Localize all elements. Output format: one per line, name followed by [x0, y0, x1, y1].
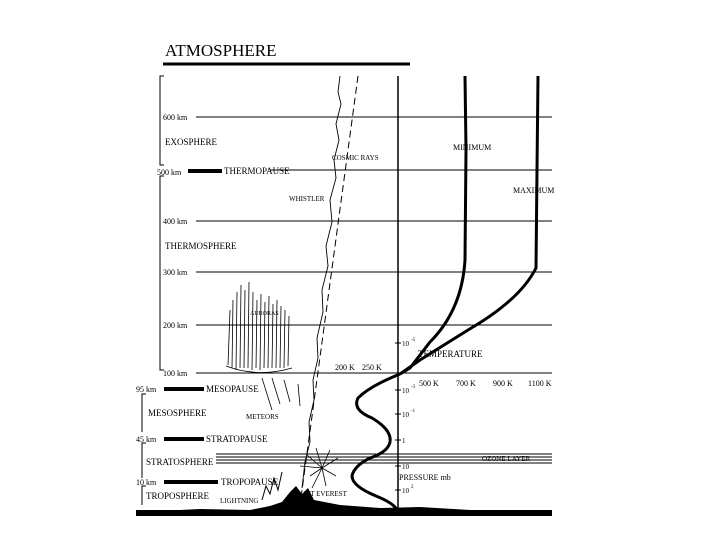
label-exosphere: EXOSPHERE — [165, 137, 218, 147]
temperature-tick-labels — [335, 363, 552, 388]
alt-label-600: 600 km — [163, 113, 188, 122]
cosmic-rays-path — [300, 76, 358, 505]
label-stratosphere: STRATOSPHERE — [146, 457, 214, 467]
auroras-graphic — [226, 282, 292, 373]
page-title: ATMOSPHERE — [165, 41, 277, 60]
altitude-labels — [136, 113, 188, 487]
label-auroras: AURORAS — [250, 311, 279, 317]
temperature-minimum-curve — [400, 76, 466, 374]
label-meteors: METEORS — [246, 413, 279, 421]
alt-label-95: 95 km — [136, 385, 157, 394]
alt-label-400: 400 km — [163, 217, 188, 226]
pressure-tick-4-base: 1 — [402, 437, 406, 445]
label-mesosphere: MESOSPHERE — [148, 408, 207, 418]
label-maximum: MAXIMUM — [513, 186, 555, 195]
temp-tick-500: 500 K — [419, 379, 439, 388]
pressure-tick-1-base: 10 — [402, 340, 409, 348]
label-troposphere: TROPOSPHERE — [146, 491, 210, 501]
label-pressure: PRESSURE mb — [399, 473, 451, 482]
label-whistler: WHISTLER — [289, 195, 325, 203]
temp-tick-1100: 1100 K — [528, 379, 552, 388]
pressure-tick-5-base: 10 — [402, 463, 409, 471]
label-temperature: TEMPERATURE — [418, 349, 483, 359]
label-cosmic-rays: COSMIC RAYS — [332, 154, 379, 162]
temp-tick-200: 200 K — [335, 363, 355, 372]
meteors-graphic — [262, 378, 300, 410]
label-mt-everest: MT EVEREST — [304, 490, 347, 498]
alt-label-300: 300 km — [163, 268, 188, 277]
label-ozone-layer: OZONE LAYER — [482, 455, 531, 463]
pressure-tick-2-base: 10 — [402, 387, 409, 395]
pressure-tick-2-exp: -3 — [411, 385, 416, 390]
label-mesopause: MESOPAUSE — [206, 384, 259, 394]
pressure-tick-6-base: 10 — [402, 487, 409, 495]
temp-tick-700: 700 K — [456, 379, 476, 388]
alt-label-100: 100 km — [163, 369, 188, 378]
alt-label-200: 200 km — [163, 321, 188, 330]
pressure-tick-3-base: 10 — [402, 411, 409, 419]
label-tropopause: TROPOPAUSE — [221, 477, 279, 487]
alt-label-45: 45 km — [136, 435, 157, 444]
temperature-low-altitude-curve — [352, 374, 400, 512]
label-thermopause: THERMOPAUSE — [224, 166, 290, 176]
label-thermosphere: THERMOSPHERE — [165, 241, 237, 251]
pressure-tick-1-exp: -5 — [411, 338, 416, 343]
label-stratopause: STRATOPAUSE — [206, 434, 268, 444]
whistler-path — [302, 76, 341, 488]
label-lightning: LIGHTNING — [220, 497, 259, 505]
temp-tick-250: 250 K — [362, 363, 382, 372]
temperature-maximum-curve — [400, 76, 538, 374]
pressure-tick-3-exp: -1 — [411, 409, 416, 414]
alt-label-10: 10 km — [136, 478, 157, 487]
alt-label-500: 500 km — [157, 168, 182, 177]
pressure-tick-6-exp: 2 — [411, 485, 414, 490]
label-minimum: MINIMUM — [453, 143, 492, 152]
temp-tick-900: 900 K — [493, 379, 513, 388]
